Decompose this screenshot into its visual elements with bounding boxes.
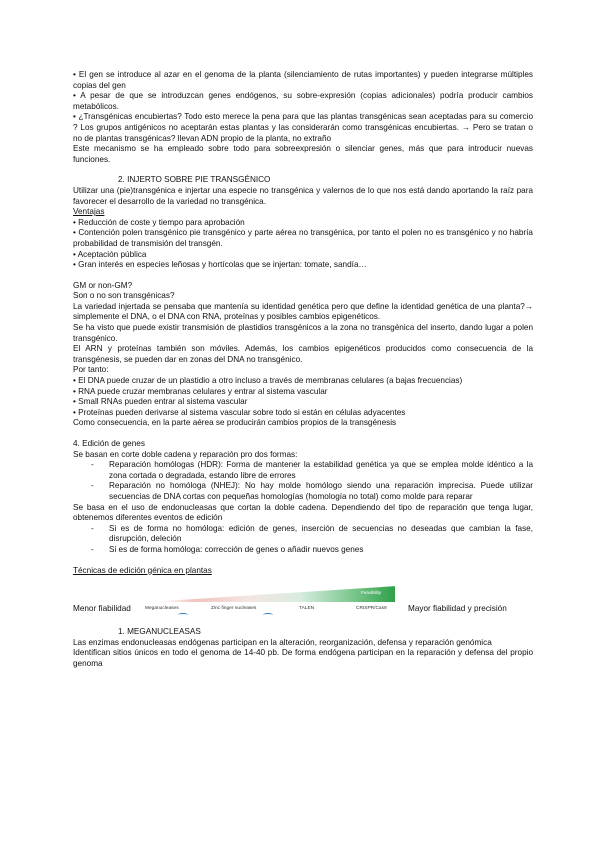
gm-point-2: • RNA puede cruzar membranas celulares y entrar al sistema vascular <box>73 386 328 396</box>
event-homologous: - Si es de forma homóloga: corrección de genes o añadir nuevos genes <box>91 545 533 556</box>
advantage-2: • Contención polen transgénico pie transgénico y parte aérea no transgénica, por tanto el polen no es transgénico y no habría probabilidad de transmisión del transgén. <box>73 228 533 248</box>
advantage-3: • Aceptación pública <box>73 249 147 259</box>
meganucleases-paragraph-2: Identifican sitios únicos en todo el genoma de 14-40 pb. De forma endógena participan en la reparación y defensa del propio genoma <box>73 648 533 668</box>
method-crispr: CRISPR/Cas9 <box>356 606 387 612</box>
text-column <box>73 70 533 670</box>
graft-body: Utilizar una (pie)transgénica e injertar una especie no transgénica y valernos de lo que nos está dando aportando la raíz para favorecer el desarrollo de la variedad no transgénica. <box>73 185 533 206</box>
techniques-title: Técnicas de edición génica en plantas <box>73 565 212 575</box>
intro-bullet-1: • El gen se introduce al azar en el genoma de la planta (silenciamiento de rutas importantes) y pueden integrarse múltiples copias del gen <box>73 70 533 90</box>
advantage-4: • Gran interés en especies leñosas y hortícolas que se injertan: tomate, sandía… <box>73 260 367 270</box>
intro-bullet-3: • ¿Transgénicas encubiertas? Todo esto merece la pena para que las plantas transgénicas sean aceptadas para su comercio ? Los grupos antigénicos no aceptarán estas plantas y las considerarán como transgénicas encubiertas. → Pero se tratan o no de plantas transgénicas? llevan ADN propio de la planta, no extraño <box>73 112 533 143</box>
gm-paragraph-1: La variedad injertada se pensaba que mantenía su identidad genética pero que define la identidad genética de una planta?→ simplemente el DNA, o el DNA con RNA, proteínas y posibles cambios epigenéticos. <box>73 301 533 322</box>
advantages-title: Ventajas <box>73 207 105 217</box>
higher-reliability-label: Mayor fiabilidad y precisión <box>408 604 507 614</box>
editing-basis: Se basa en el uso de endonucleasas que cortan la doble cadena. Dependiendo del tipo de reparación que tenga lugar, obtenemos diferentes eventos de edición <box>73 502 533 523</box>
arc-icon <box>178 613 188 617</box>
method-zinc-finger: Zinc finger nucleases <box>211 606 257 612</box>
graft-heading: 2. INJERTO SOBRE PIE TRANSGÉNICO <box>118 175 271 185</box>
arc-icon <box>263 613 273 617</box>
feasibility-gradient <box>145 586 395 602</box>
meganucleases-heading: 1. MEGANUCLEASAS <box>118 627 201 637</box>
intro-bullet-2: • A pesar de que se introduzcan genes endógenos, su sobre-expresión (copias adicionales) podría producir cambios metabólicos. <box>73 91 533 111</box>
editing-intro: Se basan en corte doble cadena y reparación pro dos formas: <box>73 449 298 459</box>
gm-point-3: • Small RNAs pueden entrar al sistema vascular <box>73 397 248 407</box>
gm-paragraph-3: El ARN y proteínas también son móviles. Además, los cambios epigenéticos producidos como consecuencia de la transgénesis, se pueden dar en zonas del DNA no transgénico. <box>73 344 533 364</box>
reliability-scale-figure <box>73 582 533 622</box>
gm-point-1: • El DNA puede cruzar de un plastidio a otro incluso a través de membranas celulares (a bajas frecuencias) <box>73 376 463 386</box>
intro-closing: Este mecanismo se ha empleado sobre todo para sobreexpresión o silenciar genes, más que para introducir nuevas funciones. <box>73 144 533 164</box>
feasibility-label: Feasibility <box>361 590 382 596</box>
method-talen: TALEN <box>299 606 315 612</box>
lower-reliability-label: Menor fiabilidad <box>73 604 131 614</box>
meganucleases-paragraph-1: Las enzimas endonucleasas endógenas participan en la alteración, reorganización, defensa y reparación genómica <box>73 637 492 647</box>
gm-point-4: • Proteínas pueden derivarse al sistema vascular sobre todo si están en células adyacentes <box>73 407 406 417</box>
gm-paragraph-2: Se ha visto que puede existir transmisión de plastidios transgénicos a la zona no transgénica del inserto, dando lugar a polen transgénico. <box>73 323 533 343</box>
repair-list <box>73 460 533 502</box>
repair-hdr: - Reparación homólogas (HDR): Forma de mantener la estabilidad genética ya que se emplea molde idéntico a la zona cortada o degradada, estando libre de errores <box>91 460 533 481</box>
gm-title: GM or non-GM? <box>73 280 133 290</box>
editing-heading: 4. Edición de genes <box>73 439 145 448</box>
repair-nhej: - Reparación no homóloga (NHEJ): No hay molde homólogo siendo una reparación imprecisa. Puede utilizar secuencias de DNA cortas con pequeñas homologías (homología no total) como molde para reparar <box>91 481 533 502</box>
advantage-1: • Reducción de coste y tiempo para aprobación <box>73 217 245 227</box>
gm-therefore: Por tanto: <box>73 365 109 375</box>
method-meganucleases: Meganucleases <box>145 606 179 612</box>
event-non-homologous: - Si es de forma no homóloga: edición de genes, inserción de secuencias no deseadas que cambian la fase, disrupción, deleción <box>91 524 533 545</box>
gm-question: Son o no son transgénicas? <box>73 291 175 301</box>
gm-consequence: Como consecuencia, en la parte aérea se producirán cambios propios de la transgénesis <box>73 418 397 428</box>
event-list <box>73 524 533 556</box>
